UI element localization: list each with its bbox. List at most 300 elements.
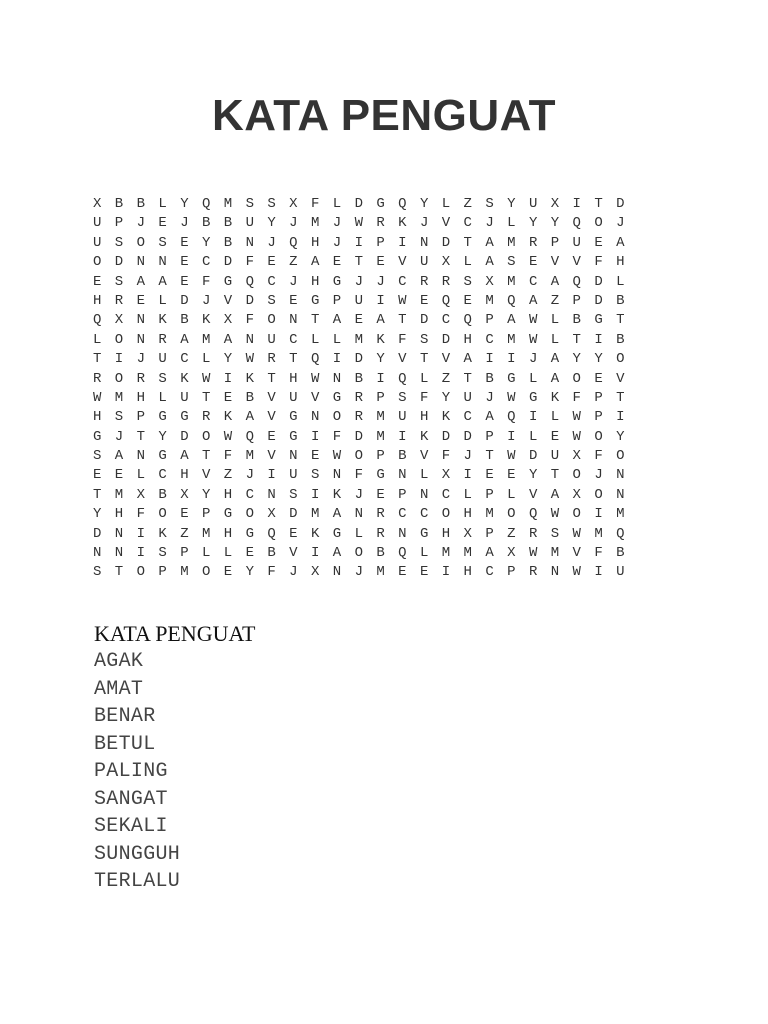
grid-letter: Y	[419, 196, 429, 212]
grid-letter: D	[354, 428, 363, 445]
grid-letter: E	[93, 467, 102, 484]
grid-letter: H	[223, 525, 233, 542]
grid-letter: Q	[398, 370, 407, 387]
grid-letter: A	[180, 331, 189, 348]
grid-letter: J	[419, 215, 429, 232]
grid-letter: I	[594, 564, 603, 581]
grid-letter: I	[398, 428, 407, 445]
grid-letter: L	[507, 486, 516, 503]
grid-letter: M	[485, 506, 494, 523]
grid-letter: T	[114, 564, 124, 581]
grid-letter: R	[419, 273, 429, 290]
grid-letter: G	[289, 409, 298, 426]
grid-letter: O	[572, 370, 581, 387]
grid-letter: Q	[616, 525, 625, 542]
grid-letter: J	[528, 351, 538, 368]
grid-letter: T	[201, 448, 211, 465]
grid-letter: I	[616, 409, 625, 426]
grid-letter: E	[398, 564, 407, 581]
grid-letter: J	[463, 448, 472, 465]
grid-letter: R	[136, 370, 145, 387]
grid-letter: Y	[507, 196, 516, 212]
grid-letter: D	[528, 448, 538, 465]
grid-letter: I	[136, 545, 145, 562]
grid-letter: Y	[223, 351, 233, 368]
grid-letter: A	[114, 448, 124, 465]
grid-letter: R	[267, 351, 276, 368]
grid-letter: U	[93, 215, 102, 232]
grid-letter: F	[594, 254, 603, 271]
grid-letter: P	[398, 486, 407, 503]
grid-letter: G	[332, 273, 342, 290]
grid-letter: E	[180, 254, 189, 271]
grid-letter: N	[114, 545, 124, 562]
grid-letter: L	[616, 273, 625, 290]
grid-letter: E	[289, 525, 298, 542]
grid-letter: K	[180, 370, 189, 387]
grid-letter: Q	[528, 506, 538, 523]
grid-letter: Y	[158, 428, 167, 445]
grid-row	[94, 466, 634, 485]
grid-letter: A	[332, 545, 342, 562]
grid-letter: O	[572, 506, 581, 523]
grid-letter: T	[136, 428, 145, 445]
grid-letter: V	[550, 254, 560, 271]
grid-letter: H	[310, 234, 320, 251]
grid-letter: B	[267, 545, 276, 562]
grid-letter: H	[441, 525, 451, 542]
grid-letter: W	[507, 448, 516, 465]
grid-letter: W	[550, 506, 560, 523]
grid-letter: P	[485, 486, 494, 503]
grid-letter: A	[616, 234, 625, 251]
grid-letter: S	[93, 564, 102, 581]
grid-letter: G	[332, 525, 342, 542]
grid-letter: O	[158, 506, 167, 523]
grid-letter: T	[201, 389, 211, 406]
grid-letter: S	[485, 196, 494, 212]
grid-letter: P	[158, 564, 167, 581]
grid-letter: T	[594, 196, 603, 212]
grid-letter: F	[594, 448, 603, 465]
grid-letter: O	[201, 428, 211, 445]
grid-letter: V	[528, 486, 538, 503]
grid-letter: H	[180, 467, 189, 484]
grid-letter: X	[114, 312, 124, 329]
grid-letter: Q	[507, 409, 516, 426]
grid-letter: I	[310, 545, 320, 562]
grid-letter: N	[310, 409, 320, 426]
word-list-item: SEKALI	[94, 815, 168, 838]
grid-letter: W	[245, 351, 254, 368]
word-list-item: BENAR	[94, 705, 156, 728]
grid-letter: S	[114, 409, 124, 426]
grid-letter: N	[136, 254, 145, 271]
grid-letter: D	[354, 351, 363, 368]
grid-letter: E	[463, 292, 472, 309]
grid-letter: T	[572, 331, 581, 348]
grid-letter: D	[463, 428, 472, 445]
grid-letter: S	[463, 273, 472, 290]
grid-letter: P	[507, 564, 516, 581]
grid-letter: J	[354, 486, 363, 503]
grid-letter: Y	[572, 351, 581, 368]
grid-letter: U	[419, 254, 429, 271]
grid-letter: Y	[201, 486, 211, 503]
grid-letter: V	[310, 389, 320, 406]
grid-letter: N	[289, 312, 298, 329]
grid-letter: L	[201, 545, 211, 562]
grid-letter: P	[550, 234, 560, 251]
grid-letter: Q	[463, 312, 472, 329]
grid-letter: M	[594, 525, 603, 542]
grid-letter: C	[158, 467, 167, 484]
grid-letter: E	[310, 448, 320, 465]
grid-letter: I	[354, 234, 363, 251]
grid-letter: C	[441, 486, 451, 503]
grid-letter: F	[419, 389, 429, 406]
grid-letter: E	[528, 254, 538, 271]
grid-letter: N	[136, 312, 145, 329]
grid-letter: H	[616, 254, 625, 271]
grid-letter: T	[616, 312, 625, 329]
grid-letter: O	[616, 351, 625, 368]
grid-letter: G	[594, 312, 603, 329]
grid-letter: E	[376, 486, 385, 503]
grid-letter: T	[93, 351, 102, 368]
grid-letter: J	[376, 273, 385, 290]
grid-letter: O	[594, 215, 603, 232]
grid-letter: L	[223, 545, 233, 562]
word-list-heading: KATA PENGUAT	[94, 621, 256, 646]
grid-letter: Z	[180, 525, 189, 542]
grid-letter: M	[463, 545, 472, 562]
grid-letter: O	[136, 234, 145, 251]
grid-letter: N	[419, 234, 429, 251]
grid-letter: H	[310, 273, 320, 290]
word-list-item: SANGAT	[94, 787, 168, 811]
word-list-item: TERLALU	[94, 870, 181, 893]
grid-letter: V	[267, 409, 276, 426]
grid-letter: M	[507, 331, 516, 348]
grid-letter: C	[419, 506, 429, 523]
grid-letter: C	[398, 506, 407, 523]
grid-letter: K	[332, 486, 342, 503]
grid-letter: P	[201, 506, 211, 523]
grid-letter: T	[310, 312, 320, 329]
grid-letter: P	[376, 234, 385, 251]
grid-letter: E	[485, 467, 494, 484]
grid-letter: G	[158, 448, 167, 465]
grid-letter: C	[245, 486, 254, 503]
grid-letter: M	[223, 196, 233, 212]
grid-letter: I	[528, 409, 538, 426]
grid-letter: D	[441, 234, 451, 251]
grid-letter: S	[158, 234, 167, 251]
grid-letter: B	[245, 389, 254, 406]
grid-letter: R	[158, 331, 167, 348]
word-list-items	[94, 648, 494, 896]
grid-letter: Q	[507, 292, 516, 309]
grid-letter: V	[441, 351, 451, 368]
grid-letter: C	[485, 564, 494, 581]
grid-row	[94, 563, 634, 582]
grid-letter: V	[572, 545, 581, 562]
grid-letter: C	[398, 273, 407, 290]
grid-letter: D	[114, 254, 124, 271]
grid-letter: L	[528, 428, 538, 445]
grid-letter: Q	[572, 215, 581, 232]
grid-letter: U	[528, 196, 538, 212]
grid-letter: J	[289, 273, 298, 290]
grid-letter: S	[158, 370, 167, 387]
grid-letter: N	[158, 254, 167, 271]
grid-letter: E	[180, 234, 189, 251]
grid-letter: A	[180, 448, 189, 465]
grid-letter: V	[289, 545, 298, 562]
grid-letter: X	[441, 467, 451, 484]
grid-letter: G	[180, 409, 189, 426]
grid-letter: M	[376, 564, 385, 581]
grid-letter: B	[485, 370, 494, 387]
grid-letter: L	[93, 331, 102, 348]
grid-letter: N	[398, 525, 407, 542]
grid-letter: S	[310, 467, 320, 484]
grid-letter: X	[507, 545, 516, 562]
grid-letter: O	[507, 506, 516, 523]
grid-letter: N	[289, 448, 298, 465]
grid-letter: T	[550, 467, 560, 484]
grid-letter: J	[616, 215, 625, 232]
grid-letter: P	[594, 389, 603, 406]
grid-letter: R	[376, 506, 385, 523]
grid-letter: O	[267, 312, 276, 329]
grid-letter: E	[245, 545, 254, 562]
grid-letter: U	[289, 467, 298, 484]
grid-letter: I	[223, 370, 233, 387]
grid-letter: L	[441, 196, 451, 212]
grid-letter: M	[485, 292, 494, 309]
grid-letter: F	[245, 254, 254, 271]
grid-letter: K	[223, 409, 233, 426]
grid-letter: S	[245, 196, 254, 212]
grid-letter: K	[310, 525, 320, 542]
grid-letter: W	[572, 564, 581, 581]
grid-letter: L	[158, 292, 167, 309]
grid-letter: H	[463, 564, 472, 581]
grid-letter: C	[180, 351, 189, 368]
grid-row	[94, 525, 634, 544]
grid-letter: S	[419, 331, 429, 348]
grid-letter: C	[267, 273, 276, 290]
grid-letter: O	[114, 331, 124, 348]
grid-letter: G	[528, 389, 538, 406]
grid-letter: C	[528, 273, 538, 290]
grid-letter: E	[507, 467, 516, 484]
grid-letter: I	[441, 564, 451, 581]
grid-letter: K	[158, 312, 167, 329]
grid-letter: S	[289, 486, 298, 503]
grid-letter: H	[463, 331, 472, 348]
grid-letter: A	[485, 409, 494, 426]
grid-letter: X	[485, 273, 494, 290]
grid-letter: T	[267, 370, 276, 387]
grid-letter: O	[354, 448, 363, 465]
grid-letter: Z	[463, 196, 472, 212]
grid-letter: M	[507, 273, 516, 290]
grid-letter: G	[93, 428, 102, 445]
grid-letter: F	[594, 545, 603, 562]
grid-letter: N	[332, 564, 342, 581]
grid-letter: N	[419, 486, 429, 503]
grid-row	[94, 253, 634, 272]
grid-letter: C	[463, 215, 472, 232]
grid-letter: W	[507, 389, 516, 406]
grid-row	[94, 505, 634, 524]
grid-letter: G	[419, 525, 429, 542]
grid-letter: L	[136, 467, 145, 484]
grid-letter: J	[354, 564, 363, 581]
grid-letter: P	[376, 389, 385, 406]
grid-letter: E	[267, 254, 276, 271]
grid-letter: E	[376, 254, 385, 271]
grid-letter: K	[419, 428, 429, 445]
grid-letter: V	[572, 254, 581, 271]
grid-letter: B	[223, 234, 233, 251]
grid-letter: T	[463, 370, 472, 387]
grid-letter: P	[572, 292, 581, 309]
grid-letter: E	[594, 234, 603, 251]
grid-letter: S	[158, 545, 167, 562]
grid-letter: P	[136, 409, 145, 426]
grid-letter: E	[332, 254, 342, 271]
grid-letter: A	[245, 409, 254, 426]
grid-letter: K	[158, 525, 167, 542]
grid-letter: S	[267, 292, 276, 309]
grid-letter: J	[136, 351, 145, 368]
grid-letter: I	[136, 525, 145, 542]
grid-letter: G	[376, 196, 385, 212]
grid-letter: B	[616, 292, 625, 309]
grid-letter: I	[398, 234, 407, 251]
grid-letter: N	[245, 234, 254, 251]
grid-letter: L	[419, 370, 429, 387]
grid-letter: O	[332, 409, 342, 426]
grid-letter: N	[332, 370, 342, 387]
grid-letter: M	[441, 545, 451, 562]
grid-letter: E	[180, 273, 189, 290]
grid-letter: I	[114, 351, 124, 368]
grid-letter: D	[223, 254, 233, 271]
grid-letter: L	[158, 196, 167, 212]
grid-letter: R	[528, 525, 538, 542]
grid-letter: N	[93, 545, 102, 562]
grid-letter: D	[419, 312, 429, 329]
grid-letter: M	[114, 389, 124, 406]
grid-letter: A	[332, 506, 342, 523]
grid-letter: P	[485, 525, 494, 542]
grid-letter: C	[441, 312, 451, 329]
page-title: KATA PENGUAT	[211, 91, 557, 140]
grid-letter: E	[594, 370, 603, 387]
grid-letter: T	[289, 351, 298, 368]
grid-letter: V	[223, 292, 233, 309]
grid-letter: W	[528, 312, 538, 329]
grid-letter: U	[158, 351, 167, 368]
grid-letter: W	[572, 409, 581, 426]
grid-letter: U	[616, 564, 625, 581]
grid-letter: E	[419, 564, 429, 581]
grid-letter: N	[136, 448, 145, 465]
grid-letter: C	[289, 331, 298, 348]
word-list-item: SUNGGUH	[94, 842, 181, 866]
grid-letter: T	[616, 389, 625, 406]
grid-letter: Y	[616, 428, 625, 445]
grid-letter: A	[310, 254, 320, 271]
grid-letter: G	[245, 525, 254, 542]
grid-letter: W	[572, 428, 581, 445]
grid-letter: U	[463, 389, 472, 406]
grid-letter: A	[376, 312, 385, 329]
grid-letter: I	[594, 331, 603, 348]
grid-row	[94, 195, 634, 214]
grid-letter: N	[550, 564, 560, 581]
grid-letter: P	[376, 448, 385, 465]
grid-row	[94, 370, 634, 389]
grid-letter: B	[158, 486, 167, 503]
grid-letter: O	[594, 486, 603, 503]
grid-letter: X	[441, 254, 451, 271]
word-list-item: AMAT	[94, 677, 144, 701]
grid-letter: E	[158, 215, 167, 232]
grid-letter: J	[354, 273, 363, 290]
grid-letter: I	[267, 467, 276, 484]
word-search-grid	[94, 195, 634, 583]
grid-letter: Y	[550, 215, 560, 232]
grid-letter: H	[419, 409, 429, 426]
grid-letter: E	[550, 428, 560, 445]
grid-letter: U	[572, 234, 581, 251]
grid-letter: K	[376, 331, 385, 348]
grid-letter: U	[354, 292, 363, 309]
grid-letter: Z	[507, 525, 516, 542]
grid-letter: Q	[267, 525, 276, 542]
grid-letter: Y	[376, 351, 385, 368]
grid-letter: R	[376, 215, 385, 232]
grid-letter: T	[93, 486, 102, 503]
grid-letter: J	[289, 215, 298, 232]
grid-letter: G	[310, 292, 320, 309]
grid-letter: Y	[93, 506, 102, 523]
grid-letter: O	[93, 254, 102, 271]
grid-letter: V	[441, 215, 451, 232]
grid-letter: H	[114, 506, 124, 523]
grid-letter: V	[201, 467, 211, 484]
grid-letter: M	[114, 486, 124, 503]
grid-letter: A	[528, 292, 538, 309]
grid-letter: M	[376, 409, 385, 426]
grid-letter: M	[201, 525, 211, 542]
grid-letter: J	[332, 234, 342, 251]
grid-letter: M	[376, 428, 385, 445]
grid-row	[94, 389, 634, 408]
grid-letter: W	[201, 370, 211, 387]
grid-letter: J	[332, 215, 342, 232]
grid-letter: I	[572, 196, 581, 212]
grid-letter: P	[485, 312, 494, 329]
grid-row	[94, 273, 634, 292]
grid-letter: X	[572, 486, 581, 503]
